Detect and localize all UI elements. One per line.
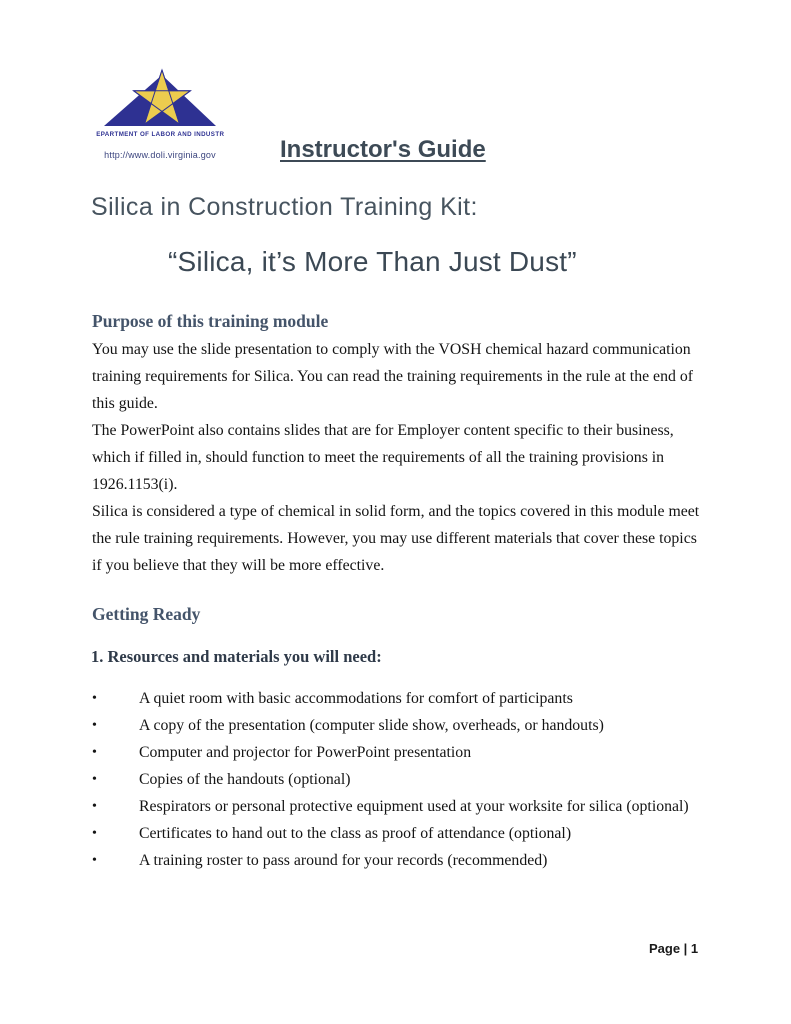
purpose-body: [92, 336, 707, 579]
list-item-text: Computer and projector for PowerPoint presentation: [139, 744, 472, 762]
bullet-icon: •: [92, 718, 97, 734]
page-number: Page | 1: [649, 941, 699, 956]
purpose-heading: Purpose of this training module: [92, 311, 329, 331]
bullet-icon: •: [92, 772, 97, 788]
list-item-text: A training roster to pass around for your records (recommended): [139, 851, 548, 869]
list-item: [92, 847, 717, 874]
bullet-icon: •: [92, 799, 97, 814]
purpose-paragraph: The PowerPoint also contains slides that are for Employer content specific to their business, which if filled in, should function to meet the requirements of all the training provisions in 1926.1153(i).: [92, 422, 674, 493]
list-item-text: A copy of the presentation (computer slide show, overheads, or handouts): [139, 717, 604, 735]
list-item: [92, 713, 717, 740]
list-item-text: Respirators or personal protective equipment used at your worksite for silica (optional): [139, 798, 689, 815]
list-item: [92, 820, 717, 847]
logo-org-name: DEPARTMENT OF LABOR AND INDUSTRY: [96, 131, 224, 138]
doc-title: Instructor's Guide: [280, 136, 486, 163]
logo-url-text: http://www.doli.virginia.gov: [104, 150, 216, 160]
bullet-icon: •: [92, 852, 97, 868]
list-item-text: A quiet room with basic accommodations for comfort of participants: [139, 690, 573, 708]
kit-title: Silica in Construction Training Kit:: [91, 193, 478, 221]
labor-industry-logo-icon: [96, 62, 224, 140]
resources-subheading: 1. Resources and materials you will need:: [91, 647, 382, 666]
agency-logo: [96, 62, 224, 160]
tagline: “Silica, it’s More Than Just Dust”: [168, 246, 577, 277]
purpose-paragraph: You may use the slide presentation to comply with the VOSH chemical hazard communication training requirements for Silica. You can read the training requirements in the rule at the end of this guide.: [92, 341, 693, 412]
list-item: [92, 767, 717, 794]
list-item-text: Copies of the handouts (optional): [139, 771, 351, 789]
bullet-icon: •: [92, 745, 97, 761]
resources-bullet-list: [92, 686, 717, 874]
list-item: [92, 740, 717, 767]
purpose-paragraph: Silica is considered a type of chemical in solid form, and the topics covered in this module meet the rule training requirements. However, you may use different materials that cover these topics if you believe that they will be more effective.: [92, 503, 700, 574]
list-item: [92, 686, 717, 713]
bullet-icon: •: [92, 691, 97, 707]
bullet-icon: •: [92, 825, 97, 841]
list-item: [92, 794, 717, 821]
getting-ready-heading: Getting Ready: [92, 604, 201, 624]
list-item-text: Certificates to hand out to the class as proof of attendance (optional): [139, 824, 572, 842]
